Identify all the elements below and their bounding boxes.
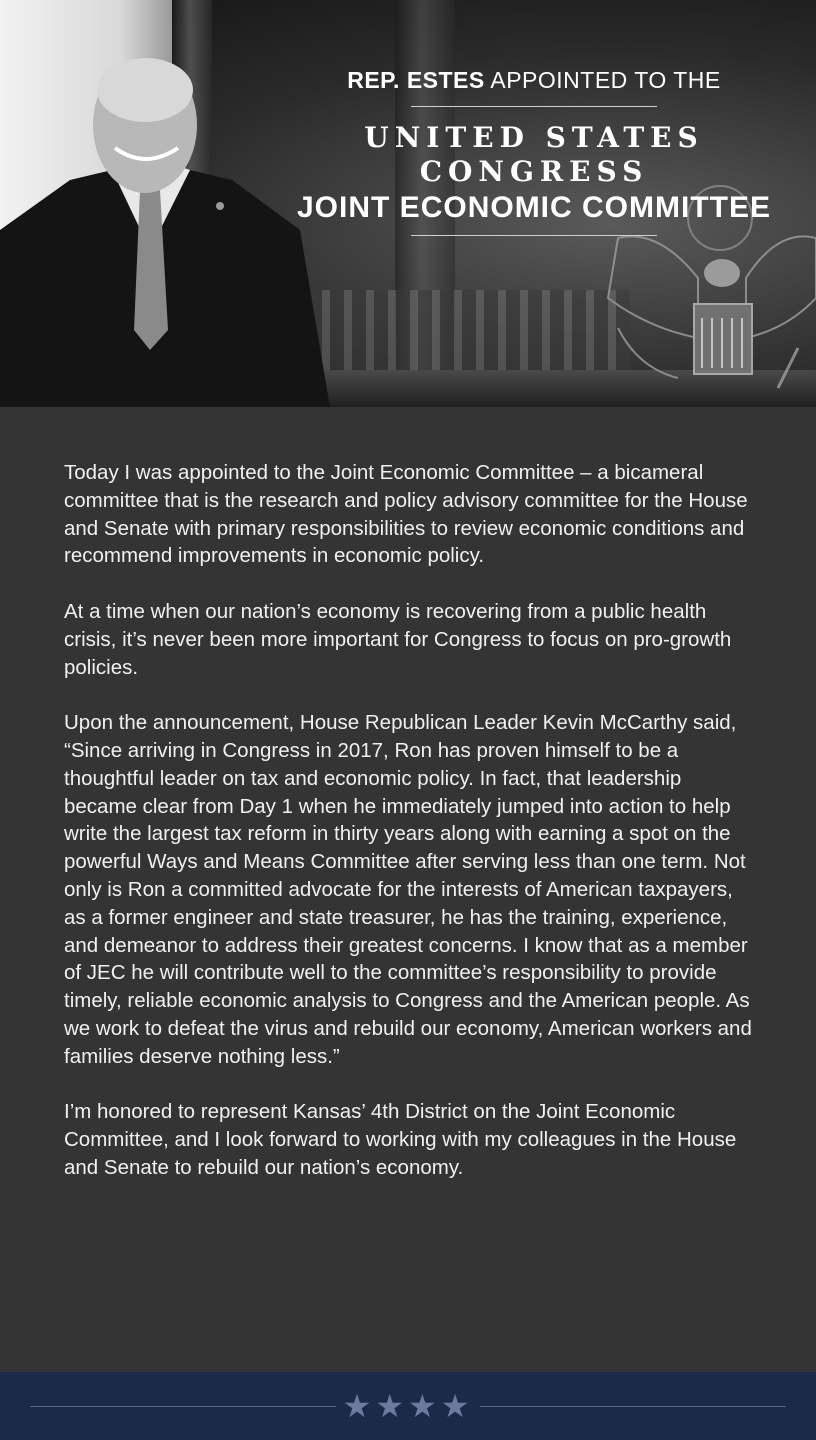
paragraph: At a time when our nation’s economy is recovering from a public health crisis, it’s never been more important for Congress to focus on pro-growth policies. <box>64 599 732 679</box>
headline <box>268 58 800 236</box>
headline-kicker <box>268 58 800 102</box>
background-balustrade <box>300 290 630 370</box>
stars-icon: ★★★★ <box>342 1388 474 1424</box>
footer-divider <box>480 1406 786 1407</box>
paragraph: I’m honored to represent Kansas’ 4th District on the Joint Economic Committee, and I look forward to working with my colleagues in the House and Senate to rebuild our nation’s economy. <box>64 1100 737 1179</box>
headline-divider <box>411 106 657 107</box>
footer-divider <box>30 1406 336 1407</box>
headline-divider <box>411 235 657 236</box>
paragraph: Upon the announcement, House Republican Leader Kevin McCarthy said, “Since arriving in Congress in 2017, Ron has proven himself to be a thoughtful leader on tax and economic policy. In fact, that leadership became clear from Day 1 when he immediately jumped into action to help write the largest tax reform in thirty years along with earning a spot on the powerful Ways and Means Committee after serving less than one term. Not only is Ron a committed advocate for the interests of American taxpayers, as a former engineer and state treasurer, he has the training, experience, and demeanor to address their greatest concerns. I know that as a member of JEC he will contribute well to the committee’s responsibility to provide timely, reliable economic analysis to Congress and the American people. As we work to defeat the virus and rebuild our economy, American workers and families deserve nothing less.” <box>64 711 752 1068</box>
paragraph: Today I was appointed to the Joint Economic Committee – a bicameral committee that is the research and policy advisory committee for the House and Senate with primary responsibilities to review economic conditions and recommend improvements in economic policy. <box>64 461 748 568</box>
statement-body <box>64 459 754 1210</box>
kicker-text: APPOINTED TO THE <box>490 67 721 93</box>
hero-banner <box>0 0 816 407</box>
footer-bar <box>0 1372 816 1440</box>
kicker-name: REP. ESTES <box>347 67 485 93</box>
title-line-2: JOINT ECONOMIC COMMITTEE <box>297 191 771 224</box>
title-line-1: UNITED STATES CONGRESS <box>364 121 704 188</box>
